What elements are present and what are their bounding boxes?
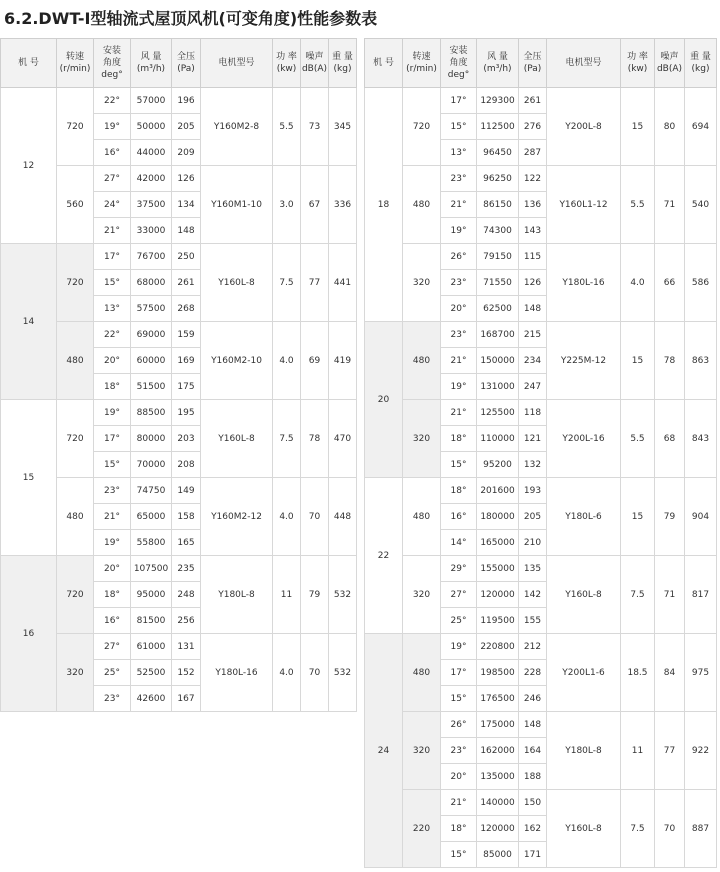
weight-cell: 441 [329,244,357,322]
angle-cell: 27° [94,166,131,192]
airflow-cell: 74750 [131,478,172,504]
header-power: 功 率 (kw) [621,39,655,88]
power-cell: 15 [621,478,655,556]
airflow-cell: 120000 [477,582,519,608]
noise-cell: 80 [655,88,685,166]
motor-cell: Y225M-12 [547,322,621,400]
angle-cell: 26° [441,712,477,738]
airflow-cell: 42000 [131,166,172,192]
airflow-cell: 112500 [477,114,519,140]
airflow-cell: 80000 [131,426,172,452]
airflow-cell: 162000 [477,738,519,764]
angle-cell: 20° [441,764,477,790]
weight-cell: 540 [685,166,717,244]
airflow-cell: 150000 [477,348,519,374]
angle-cell: 16° [441,504,477,530]
power-cell: 15 [621,88,655,166]
speed-cell: 480 [403,166,441,244]
table-row [365,244,717,270]
angle-cell: 27° [441,582,477,608]
angle-cell: 23° [441,322,477,348]
angle-cell: 16° [94,140,131,166]
weight-cell: 904 [685,478,717,556]
motor-cell: Y160L-8 [201,244,273,322]
airflow-cell: 140000 [477,790,519,816]
power-cell: 4.0 [273,634,301,712]
pressure-cell: 287 [519,140,547,166]
angle-cell: 19° [94,400,131,426]
pressure-cell: 152 [172,660,201,686]
pressure-cell: 121 [519,426,547,452]
airflow-cell: 119500 [477,608,519,634]
airflow-cell: 42600 [131,686,172,712]
motor-cell: Y180L-16 [201,634,273,712]
pressure-cell: 261 [519,88,547,114]
airflow-cell: 71550 [477,270,519,296]
speed-cell: 560 [57,166,94,244]
angle-cell: 17° [441,660,477,686]
pressure-cell: 208 [172,452,201,478]
airflow-cell: 95000 [131,582,172,608]
motor-cell: Y160M2-10 [201,322,273,400]
pressure-cell: 162 [519,816,547,842]
pressure-cell: 135 [519,556,547,582]
pressure-cell: 247 [519,374,547,400]
speed-cell: 480 [403,322,441,400]
weight-cell: 336 [329,166,357,244]
airflow-cell: 51500 [131,374,172,400]
airflow-cell: 62500 [477,296,519,322]
angle-cell: 27° [94,634,131,660]
pressure-cell: 118 [519,400,547,426]
power-cell: 7.5 [273,400,301,478]
weight-cell: 694 [685,88,717,166]
model-no-cell: 22 [365,478,403,634]
airflow-cell: 65000 [131,504,172,530]
pressure-cell: 165 [172,530,201,556]
airflow-cell: 74300 [477,218,519,244]
pressure-cell: 167 [172,686,201,712]
motor-cell: Y180L-8 [547,712,621,790]
power-cell: 7.5 [621,556,655,634]
header-model-no: 机 号 [365,39,403,88]
pressure-cell: 193 [519,478,547,504]
angle-cell: 23° [441,270,477,296]
airflow-cell: 79150 [477,244,519,270]
pressure-cell: 175 [172,374,201,400]
pressure-cell: 210 [519,530,547,556]
weight-cell: 887 [685,790,717,868]
pressure-cell: 234 [519,348,547,374]
angle-cell: 26° [441,244,477,270]
table-row [365,712,717,738]
motor-cell: Y180L-16 [547,244,621,322]
noise-cell: 67 [301,166,329,244]
weight-cell: 345 [329,88,357,166]
airflow-cell: 61000 [131,634,172,660]
angle-cell: 17° [94,426,131,452]
motor-cell: Y180L-6 [547,478,621,556]
pressure-cell: 256 [172,608,201,634]
model-no-cell: 24 [365,634,403,868]
airflow-cell: 201600 [477,478,519,504]
airflow-cell: 198500 [477,660,519,686]
angle-cell: 22° [94,322,131,348]
power-cell: 4.0 [621,244,655,322]
airflow-cell: 120000 [477,816,519,842]
motor-cell: Y180L-8 [201,556,273,634]
airflow-cell: 52500 [131,660,172,686]
pressure-cell: 148 [519,296,547,322]
noise-cell: 79 [301,556,329,634]
model-no-cell: 12 [1,88,57,244]
angle-cell: 25° [441,608,477,634]
pressure-cell: 155 [519,608,547,634]
airflow-cell: 135000 [477,764,519,790]
header-model-no: 机 号 [1,39,57,88]
airflow-cell: 70000 [131,452,172,478]
pressure-cell: 136 [519,192,547,218]
angle-cell: 22° [94,88,131,114]
table-row [1,88,357,114]
angle-cell: 15° [441,114,477,140]
angle-cell: 20° [441,296,477,322]
speed-cell: 720 [57,88,94,166]
speed-cell: 320 [57,634,94,712]
pressure-cell: 203 [172,426,201,452]
motor-cell: Y160M1-10 [201,166,273,244]
power-cell: 4.0 [273,322,301,400]
motor-cell: Y160M2-12 [201,478,273,556]
airflow-cell: 220800 [477,634,519,660]
pressure-cell: 209 [172,140,201,166]
angle-cell: 13° [94,296,131,322]
pressure-cell: 159 [172,322,201,348]
pressure-cell: 195 [172,400,201,426]
pressure-cell: 143 [519,218,547,244]
table-row [365,88,717,114]
pressure-cell: 188 [519,764,547,790]
weight-cell: 975 [685,634,717,712]
table-row [1,400,357,426]
pressure-cell: 142 [519,582,547,608]
noise-cell: 77 [655,712,685,790]
header-noise: 噪声 dB(A) [655,39,685,88]
pressure-cell: 126 [172,166,201,192]
header-power: 功 率 (kw) [273,39,301,88]
table-row [365,790,717,816]
pressure-cell: 276 [519,114,547,140]
pressure-cell: 122 [519,166,547,192]
header-weight: 重 量 (kg) [685,39,717,88]
header-airflow: 风 量 (m³/h) [131,39,172,88]
airflow-cell: 44000 [131,140,172,166]
pressure-cell: 212 [519,634,547,660]
speed-cell: 220 [403,790,441,868]
angle-cell: 13° [441,140,477,166]
motor-cell: Y160L-8 [201,400,273,478]
angle-cell: 18° [94,374,131,400]
speed-cell: 320 [403,556,441,634]
noise-cell: 70 [301,634,329,712]
noise-cell: 71 [655,166,685,244]
airflow-cell: 69000 [131,322,172,348]
noise-cell: 73 [301,88,329,166]
angle-cell: 19° [441,634,477,660]
pressure-cell: 150 [519,790,547,816]
angle-cell: 15° [441,842,477,868]
power-cell: 15 [621,322,655,400]
weight-cell: 419 [329,322,357,400]
noise-cell: 78 [301,400,329,478]
speed-cell: 480 [403,478,441,556]
speed-cell: 320 [403,244,441,322]
airflow-cell: 129300 [477,88,519,114]
power-cell: 4.0 [273,478,301,556]
pressure-cell: 268 [172,296,201,322]
pressure-cell: 261 [172,270,201,296]
pressure-cell: 205 [172,114,201,140]
angle-cell: 15° [94,452,131,478]
pressure-cell: 171 [519,842,547,868]
motor-cell: Y200L-8 [547,88,621,166]
angle-cell: 21° [441,790,477,816]
angle-cell: 23° [441,738,477,764]
speed-cell: 720 [57,244,94,322]
pressure-cell: 148 [519,712,547,738]
power-cell: 3.0 [273,166,301,244]
pressure-cell: 115 [519,244,547,270]
pressure-cell: 131 [172,634,201,660]
angle-cell: 19° [94,114,131,140]
angle-cell: 14° [441,530,477,556]
noise-cell: 84 [655,634,685,712]
airflow-cell: 125500 [477,400,519,426]
pressure-cell: 134 [172,192,201,218]
airflow-cell: 96250 [477,166,519,192]
pressure-cell: 132 [519,452,547,478]
airflow-cell: 86150 [477,192,519,218]
model-no-cell: 18 [365,88,403,322]
airflow-cell: 176500 [477,686,519,712]
header-weight: 重 量 (kg) [329,39,357,88]
weight-cell: 586 [685,244,717,322]
airflow-cell: 57500 [131,296,172,322]
airflow-cell: 131000 [477,374,519,400]
pressure-cell: 126 [519,270,547,296]
table-row [1,556,357,582]
power-cell: 11 [273,556,301,634]
airflow-cell: 55800 [131,530,172,556]
angle-cell: 21° [94,218,131,244]
weight-cell: 922 [685,712,717,790]
angle-cell: 15° [441,686,477,712]
header-speed: 转速 (r/min) [403,39,441,88]
model-no-cell: 20 [365,322,403,478]
airflow-cell: 50000 [131,114,172,140]
speed-cell: 480 [57,478,94,556]
noise-cell: 68 [655,400,685,478]
pressure-cell: 169 [172,348,201,374]
weight-cell: 532 [329,634,357,712]
header-pressure: 全压 (Pa) [172,39,201,88]
header-pressure: 全压 (Pa) [519,39,547,88]
airflow-cell: 175000 [477,712,519,738]
header-angle: 安装 角度 deg° [94,39,131,88]
pressure-cell: 164 [519,738,547,764]
power-cell: 5.5 [621,166,655,244]
speed-cell: 320 [403,712,441,790]
header-airflow: 风 量 (m³/h) [477,39,519,88]
angle-cell: 17° [441,88,477,114]
airflow-cell: 68000 [131,270,172,296]
pressure-cell: 205 [519,504,547,530]
weight-cell: 863 [685,322,717,400]
noise-cell: 78 [655,322,685,400]
motor-cell: Y160M2-8 [201,88,273,166]
power-cell: 5.5 [621,400,655,478]
noise-cell: 66 [655,244,685,322]
motor-cell: Y160L-8 [547,790,621,868]
table-row [365,322,717,348]
angle-cell: 17° [94,244,131,270]
airflow-cell: 155000 [477,556,519,582]
weight-cell: 532 [329,556,357,634]
angle-cell: 20° [94,348,131,374]
angle-cell: 21° [441,348,477,374]
weight-cell: 843 [685,400,717,478]
angle-cell: 18° [441,816,477,842]
angle-cell: 25° [94,660,131,686]
airflow-cell: 76700 [131,244,172,270]
noise-cell: 77 [301,244,329,322]
performance-table-right [364,38,717,868]
table-row [365,556,717,582]
speed-cell: 720 [57,400,94,478]
pressure-cell: 235 [172,556,201,582]
weight-cell: 448 [329,478,357,556]
weight-cell: 470 [329,400,357,478]
airflow-cell: 95200 [477,452,519,478]
model-no-cell: 14 [1,244,57,400]
airflow-cell: 85000 [477,842,519,868]
motor-cell: Y200L1-6 [547,634,621,712]
speed-cell: 720 [403,88,441,166]
noise-cell: 70 [655,790,685,868]
noise-cell: 69 [301,322,329,400]
airflow-cell: 96450 [477,140,519,166]
table-row [1,244,357,270]
header-angle: 安装 角度 deg° [441,39,477,88]
angle-cell: 23° [94,478,131,504]
pressure-cell: 158 [172,504,201,530]
pressure-cell: 196 [172,88,201,114]
speed-cell: 480 [403,634,441,712]
angle-cell: 20° [94,556,131,582]
angle-cell: 18° [441,478,477,504]
airflow-cell: 88500 [131,400,172,426]
pressure-cell: 149 [172,478,201,504]
angle-cell: 18° [441,426,477,452]
table-row [365,634,717,660]
angle-cell: 19° [441,218,477,244]
angle-cell: 24° [94,192,131,218]
angle-cell: 21° [441,400,477,426]
angle-cell: 29° [441,556,477,582]
pressure-cell: 248 [172,582,201,608]
power-cell: 7.5 [273,244,301,322]
header-speed: 转速 (r/min) [57,39,94,88]
model-no-cell: 15 [1,400,57,556]
airflow-cell: 60000 [131,348,172,374]
speed-cell: 320 [403,400,441,478]
power-cell: 11 [621,712,655,790]
angle-cell: 19° [94,530,131,556]
table-row [365,478,717,504]
airflow-cell: 81500 [131,608,172,634]
angle-cell: 21° [94,504,131,530]
angle-cell: 18° [94,582,131,608]
airflow-cell: 107500 [131,556,172,582]
header-motor: 电机型号 [201,39,273,88]
header-motor: 电机型号 [547,39,621,88]
airflow-cell: 168700 [477,322,519,348]
angle-cell: 15° [441,452,477,478]
airflow-cell: 57000 [131,88,172,114]
motor-cell: Y160L-8 [547,556,621,634]
angle-cell: 19° [441,374,477,400]
pressure-cell: 250 [172,244,201,270]
weight-cell: 817 [685,556,717,634]
noise-cell: 70 [301,478,329,556]
noise-cell: 79 [655,478,685,556]
motor-cell: Y160L1-12 [547,166,621,244]
angle-cell: 16° [94,608,131,634]
page-title: 6.2.DWT-I型轴流式屋顶风机(可变角度)性能参数表 [4,9,378,28]
pressure-cell: 148 [172,218,201,244]
angle-cell: 15° [94,270,131,296]
motor-cell: Y200L-16 [547,400,621,478]
airflow-cell: 165000 [477,530,519,556]
power-cell: 18.5 [621,634,655,712]
pressure-cell: 246 [519,686,547,712]
airflow-cell: 33000 [131,218,172,244]
airflow-cell: 180000 [477,504,519,530]
power-cell: 5.5 [273,88,301,166]
speed-cell: 720 [57,556,94,634]
performance-table-left [0,38,357,712]
table-row [365,166,717,192]
angle-cell: 23° [441,166,477,192]
power-cell: 7.5 [621,790,655,868]
pressure-cell: 215 [519,322,547,348]
table-row [365,400,717,426]
noise-cell: 71 [655,556,685,634]
model-no-cell: 16 [1,556,57,712]
angle-cell: 21° [441,192,477,218]
airflow-cell: 110000 [477,426,519,452]
airflow-cell: 37500 [131,192,172,218]
pressure-cell: 228 [519,660,547,686]
speed-cell: 480 [57,322,94,400]
header-noise: 噪声 dB(A) [301,39,329,88]
angle-cell: 23° [94,686,131,712]
